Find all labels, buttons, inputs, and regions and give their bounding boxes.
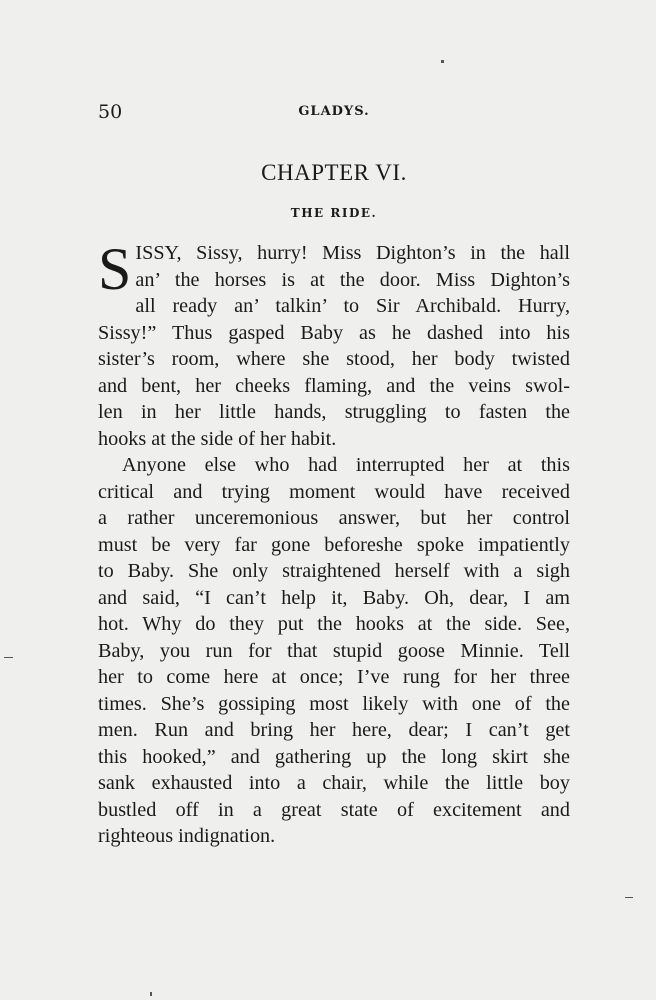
text-line: all ready an’ talkin’ to Sir Archibald. Hurry,: [135, 295, 570, 317]
text-line: and said, “I can’t help it, Baby. Oh, dear, I am: [98, 586, 570, 609]
running-title: GLADYS.: [298, 104, 370, 119]
chapter-title: CHAPTER VI.: [261, 160, 407, 185]
drop-cap: S: [98, 236, 132, 302]
text-line: Sissy!” Thus gasped Baby as he dashed into his: [98, 321, 570, 344]
scan-speck: [441, 60, 444, 63]
text-line: bustled off in a great state of excitement and: [98, 798, 570, 821]
text-line: an’ the horses is at the door. Miss Dighton’s: [135, 268, 570, 291]
margin-tick: [625, 897, 633, 898]
section-title: THE RIDE.: [290, 206, 378, 220]
text-line: righteous indignation.: [98, 825, 276, 847]
running-head: [98, 101, 570, 125]
text-line: hot. Why do they put the hooks at the side. See,: [98, 613, 570, 635]
text-line: men. Run and bring her here, dear; I can’t get: [98, 719, 570, 741]
text-line: and bent, her cheeks flaming, and the veins swol-: [98, 374, 570, 397]
text-line: a rather unceremonious answer, but her control: [98, 507, 570, 529]
text-line: Baby, you run for that stupid goose Minnie. Tell: [98, 639, 570, 662]
body-text: [98, 236, 570, 850]
text-line: this hooked,” and gathering up the long skirt she: [98, 745, 570, 768]
scan-speck: [150, 992, 152, 996]
text-line: to Baby. She only straightened herself with a sigh: [98, 560, 570, 582]
text-line: hooks at the side of her habit.: [98, 427, 337, 450]
text-line: len in her little hands, struggling to fasten the: [98, 401, 570, 423]
margin-tick: [4, 657, 13, 658]
text-line: her to come here at once; I’ve rung for her three: [98, 666, 570, 688]
text-line: sank exhausted into a chair, while the little boy: [98, 772, 570, 794]
text-line: must be very far gone beforeshe spoke impatiently: [98, 533, 570, 556]
text-line: times. She’s gossiping most likely with one of the: [98, 692, 570, 715]
text-line: Anyone else who had interrupted her at this: [122, 454, 570, 476]
text-line: critical and trying moment would have received: [98, 480, 570, 503]
page-number: 50: [98, 101, 123, 123]
text-line: ISSY, Sissy, hurry! Miss Dighton’s in the hall: [135, 242, 570, 264]
text-line: sister’s room, where she stood, her body twisted: [98, 348, 570, 370]
